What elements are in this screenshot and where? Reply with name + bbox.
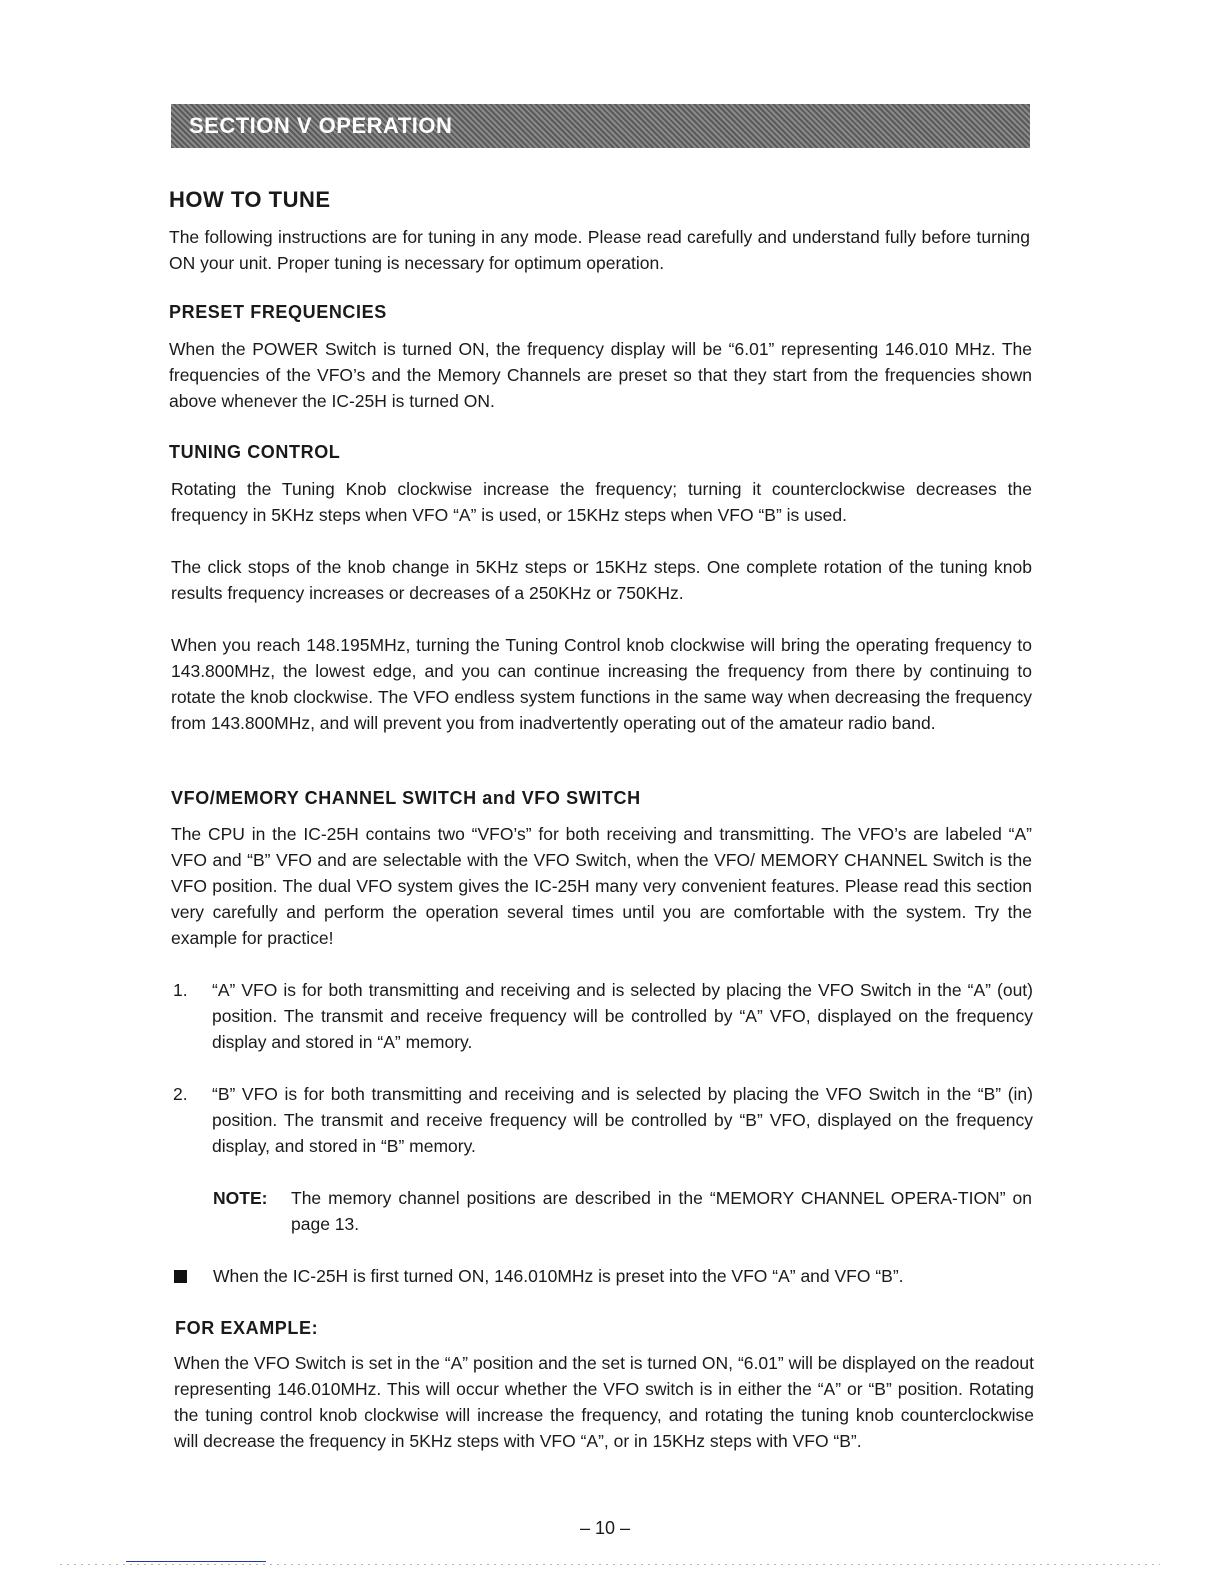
footer-scan-artifact [60,1564,1160,1565]
for-example-heading: FOR EXAMPLE: [175,1318,319,1338]
vfo-memory-heading-part2: VFO SWITCH [521,788,641,808]
vfo-memory-heading [171,788,641,809]
for-example-body: When the VFO Switch is set in the “A” position and the set is turned ON, “6.01” will be displayed on the readout representing 146.010MHz. This will occur whether the VFO switch is in either the “A” or “B” position. Rotating the tuning control knob clockwise will increase the frequency, and rotating the tuning knob counterclockwise will decrease the frequency in 5KHz steps with VFO “A”, or in 15KHz steps with VFO “B”. [174,1353,1034,1451]
list-item-text: “B” VFO is for both transmitting and receiving and is selected by placing the VFO Switch in the “B” (in) position. The transmit and receive frequency will be controlled by “B” VFO, displayed on the frequency display, and stored in “B” memory. [212,1084,1033,1156]
footer-rule [126,1561,266,1562]
tuning-control-p3: When you reach 148.195MHz, turning the Tuning Control knob clockwise will bring the operating frequency to 143.800MHz, the lowest edge, and you can continue increasing the frequency from there by continuing to rotate the knob clockwise. The VFO endless system functions in the same way when decreasing the frequency from 143.800MHz, and will prevent you from inadvertently operating out of the amateur radio band. [171,635,1032,733]
bullet-text: When the IC-25H is first turned ON, 146.010MHz is preset into the VFO “A” and VFO “B”. [213,1266,904,1286]
preset-frequencies-body: When the POWER Switch is turned ON, the frequency display will be “6.01” representing 146.010 MHz. The frequencies of the VFO’s and the Memory Channels are preset so that they start from the frequencies shown above whenever the IC-25H is turned ON. [169,339,1032,411]
list-item-text: “A” VFO is for both transmitting and receiving and is selected by placing the VFO Switch in the “A” (out) position. The transmit and receive frequency will be controlled by “A” VFO, displayed on the frequency display and stored in “A” memory. [212,980,1033,1052]
note-label: NOTE: [213,1188,268,1208]
list-item-number: 2. [173,1084,188,1104]
how-to-tune-intro: The following instructions are for tuning in any mode. Please read carefully and understand fully before turning ON your unit. Proper tuning is necessary for optimum operation. [169,227,1030,273]
tuning-control-p1: Rotating the Tuning Knob clockwise increase the frequency; turning it counterclockwise decreases the frequency in 5KHz steps when VFO “A” is used, or 15KHz steps when VFO “B” is used. [171,479,1032,525]
page-number: – 10 – [579,1518,631,1538]
tuning-control-heading: TUNING CONTROL [169,442,341,462]
note-text: The memory channel positions are described in the “MEMORY CHANNEL OPERA-TION” on page 13. [291,1188,1032,1234]
vfo-memory-heading-part1: VFO/MEMORY CHANNEL SWITCH [171,788,477,808]
bullet-square-icon [174,1270,187,1283]
list-item-number: 1. [173,980,188,1000]
how-to-tune-heading: HOW TO TUNE [169,187,331,212]
preset-frequencies-heading: PRESET FREQUENCIES [169,302,387,322]
vfo-memory-body: The CPU in the IC-25H contains two “VFO’s” for both receiving and transmitting. The VFO’s are labeled “A” VFO and “B” VFO and are selectable with the VFO Switch, when the VFO/ MEMORY CHANNEL Switch is the VFO position. The dual VFO system gives the IC-25H many very convenient features. Please read this section very carefully and perform the operation several times until you are comfortable with the system. Try the example for practice! [171,824,1032,948]
vfo-memory-heading-and: and [482,788,517,808]
tuning-control-p2: The click stops of the knob change in 5KHz steps or 15KHz steps. One complete rotation of the tuning knob results frequency increases or decreases of a 250KHz or 750KHz. [171,557,1032,603]
section-title: SECTION V OPERATION [189,113,453,138]
section-banner [171,104,1030,148]
